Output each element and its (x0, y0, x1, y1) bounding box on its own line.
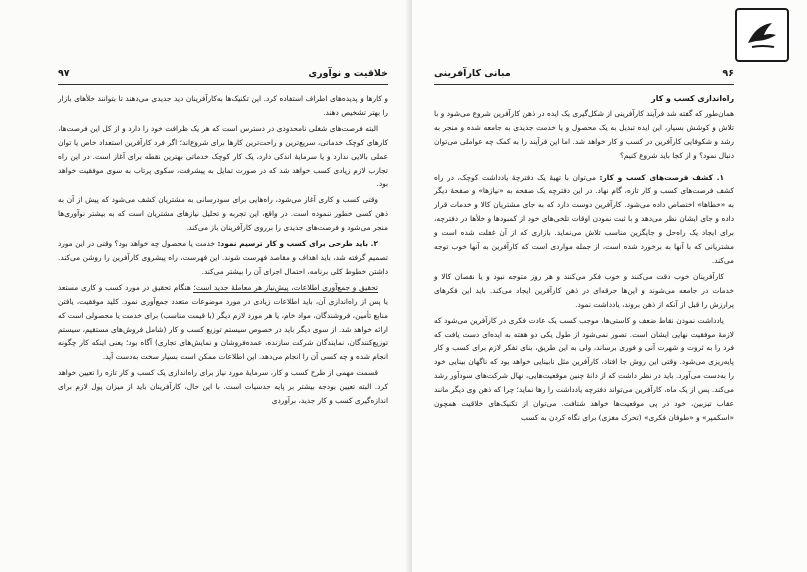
right-paragraph: کارآفرینان خوب دقت می‌کنند و خوب فکر می‌کنند و هر روز متوجه نبود و یا نقصان کالا و خدمات در جامعه می‌شوند و این‌ها جرقه‌ای در ذهن کارآفرین ایجاد می‌کند. باید این فکرهای پرارزش را قبل از آنکه از ذهن بروند، یادداشت نمود. (434, 271, 734, 309)
left-paragraph: و کارها و پدیده‌های اطراف استفاده کرد. این تکنیک‌ها به‌کارآفرینان دید جدیدی می‌دهند تا بتوانند خلأهای بازار را بهتر تشخیص دهند. (58, 94, 388, 117)
left-header-title: خلاقیت و نوآوری (308, 67, 388, 79)
left-para-2: خدمت یا محصول چه خواهد بود؟ وقتی در این مورد تصمیم گرفته شد، باید اهداف و مقاصد فهرست شوند. این فهرست، راه پیشروی کارآفرین را روشن می‌کند. داشتن خطوط کلی برنامه، احتمال اجرای آن را بیشتر می‌کند. (58, 239, 388, 276)
left-paragraph: وقتی کسب و کاری آغاز می‌شود، راه‌هایی برای سودرسانی به مشتریان کشف می‌شود که پیش از آن به ذهن کسی خطور ننموده است. در واقع، این تجربه و تحلیل نیازهای مشتریان است که به بیشتر نوآوری‌ها منجر می‌شود و فرصت‌های جدیدی را برروی کارآفرینان باز می‌کند. (58, 195, 388, 233)
left-paragraph: قسمت مهمی از طرح کسب و کار، سرمایهٔ مورد نیاز برای راه‌اندازی یک کسب و کار تازه را تعیین خواهد کرد. البته تعیین بودجه بیشتر بر پایه حدسیات است. با این حال، کارآفرینان باید از میزان پول لازم برای اندازه‌گیری کسب و کار جدید، برآوردی (58, 368, 388, 406)
right-page-number: ۹۶ (722, 67, 734, 79)
left-heading-3: تحقیق و جمع‌آوری اطلاعات، پیش‌نیاز هر معاملهٔ جدید است؛ (193, 282, 378, 292)
publisher-logo (735, 8, 789, 62)
left-page-header (58, 64, 388, 82)
right-section-2 (434, 171, 734, 268)
left-body-text (58, 92, 388, 410)
right-header-title: مبانی کارآفرینی (434, 67, 511, 79)
right-paragraph: یادداشت نمودن نقاط ضعف و کاستی‌ها، موجب کسب یک عادت فکری در کارآفرین می‌شود که لازمهٔ موفقیت نهایی ایشان است. تصور نمی‌شود از طول یکی دو هفته به ایده‌ای دست یافت که فرد را به ثروت و شهرت آنی و فوری برساند، ولی به این طریق، بنای تفکر لازم برای کسب و کار پایه‌ریزی می‌شود. وقتی این روش جا افتاد، کارآفرین مثل نابینایی خواهد بود که ناگهان بینایی خود را به‌دست می‌آورد. باید در نظر داشت که از دانهٔ چنین موقعیت‌هایی، نهال شرکت‌های سودآور رشد می‌کند. پس از یک ماه، کارآفرین می‌تواند دفترچه یادداشت را رها نماید؛ چرا که ذهن وی دیگر مانند عقاب تیزبین، خود در پی موقعیت‌ها خواهد شتافت. می‌توان از تکنیک‌های خلاقیت همچون «اسکمپر» و «طوفان فکری» (تحرک مغزی) برای نگاه کردن به کسب (434, 315, 734, 422)
left-paragraph: البته فرصت‌های شغلی نامحدودی در دسترس است که هر یک ظرافت خود را دارد و از کل این فرصت‌ها، کارهای کوچک خدماتی، سریع‌ترین و راحت‌ترین کارها برای شروع‌اند؛ اگر فرد کارآفرین استعداد خاص یا توان عملی بالایی ندارد و یا سرمایهٔ اندکی دارد، یک کار کوچک خدماتی بهترین نقطه برای آغاز است. در این راه تجارب لازم زیادی کسب خواهد شد که در صورت تمایل به پیشرفت، سکوی پرتاب به سوی موفقیت خواهد بود. (58, 123, 388, 189)
left-section-3 (58, 281, 388, 364)
right-heading-2: ۱. کشف فرصت‌های کسب و کار: (599, 172, 724, 182)
left-heading-2: ۲. باید طرحی برای کسب و کار ترسیم نمود: (217, 239, 378, 249)
right-para-1: همان‌طور که گفته شد فرآیند کارآفرینی از شکل‌گیری یک ایده در ذهن کارآفرین شروع می‌شود و با تلاش و کوشش بسیار، این ایده تبدیل به یک محصول و یا خدمت جدیدی به جامعه شده و منجر به رشد و شکوفایی کارآفرین در کسب و کار خواهد شد. اما این فرآیند را به کمک چه عواملی می‌توان دنبال نمود؟ و از کجا باید شروع کنیم؟ (434, 108, 734, 160)
right-page-header (434, 64, 734, 82)
left-page-number: ۹۷ (58, 67, 70, 79)
right-heading-1: راه‌اندازی کسب و کار (651, 94, 734, 103)
bird-logo-icon (742, 15, 782, 55)
right-header-rule (434, 84, 734, 85)
left-header-rule (58, 84, 388, 85)
right-para-2: می‌توان با تهیهٔ یک دفترچهٔ یادداشت کوچک، در راه کشف فرصت‌های کسب و کار تازه، گام نهاد. در این دفترچه یک صفحه به «نیازها» و صفحهٔ دیگر به «خطاها» اختصاص داده می‌شود. کارآفرین دوست دارد که به جای مشتریان کالا و خدمات قرار داده و جای ایشان نظر می‌دهد و با ثبت نمودن اوقات تلخی‌های خود از کمبودها و خلأها در دفترچه، برای ایجاد یک راه‌حل و جایگزین مناسب تلاش می‌نماید. بازاری که از آن غفلت شده است و مشتریانی که با آنها به برخورد شده است، از جمله مواردی است که کارآفرین به آنها خوب توجه می‌کند. (434, 172, 734, 265)
left-section-2 (58, 237, 388, 279)
left-para-3: هنگام تحقیق در مورد کسب و کاری مستعد یا پس از راه‌اندازی آن، باید اطلاعات زیادی در مورد موضوعات متعدد جمع‌آوری نمود. کلید موفقیت، یافتن منابع تأمین، فروشندگان، مواد خام، یا هر مورد لازم دیگر (با قیمت مناسب) برای خدمت یا محصولی است که ارائه خواهد شد. از سوی دیگر باید در خصوص سیستم توزیع کسب و کار (شامل فروش‌های مستقیم، سیستم توزیع‌کنندگان، نمایندگان شرکت سازنده، عمده‌فروشان و نمایش‌های تجاری) آگاه بود؛ یعنی اینکه کار چگونه انجام شده و چه کسی آن را انجام می‌دهد. این اطلاعات ممکن است بسیار سخت به‌دست آید. (58, 282, 388, 362)
right-page (412, 0, 807, 572)
right-body-text (434, 92, 734, 427)
